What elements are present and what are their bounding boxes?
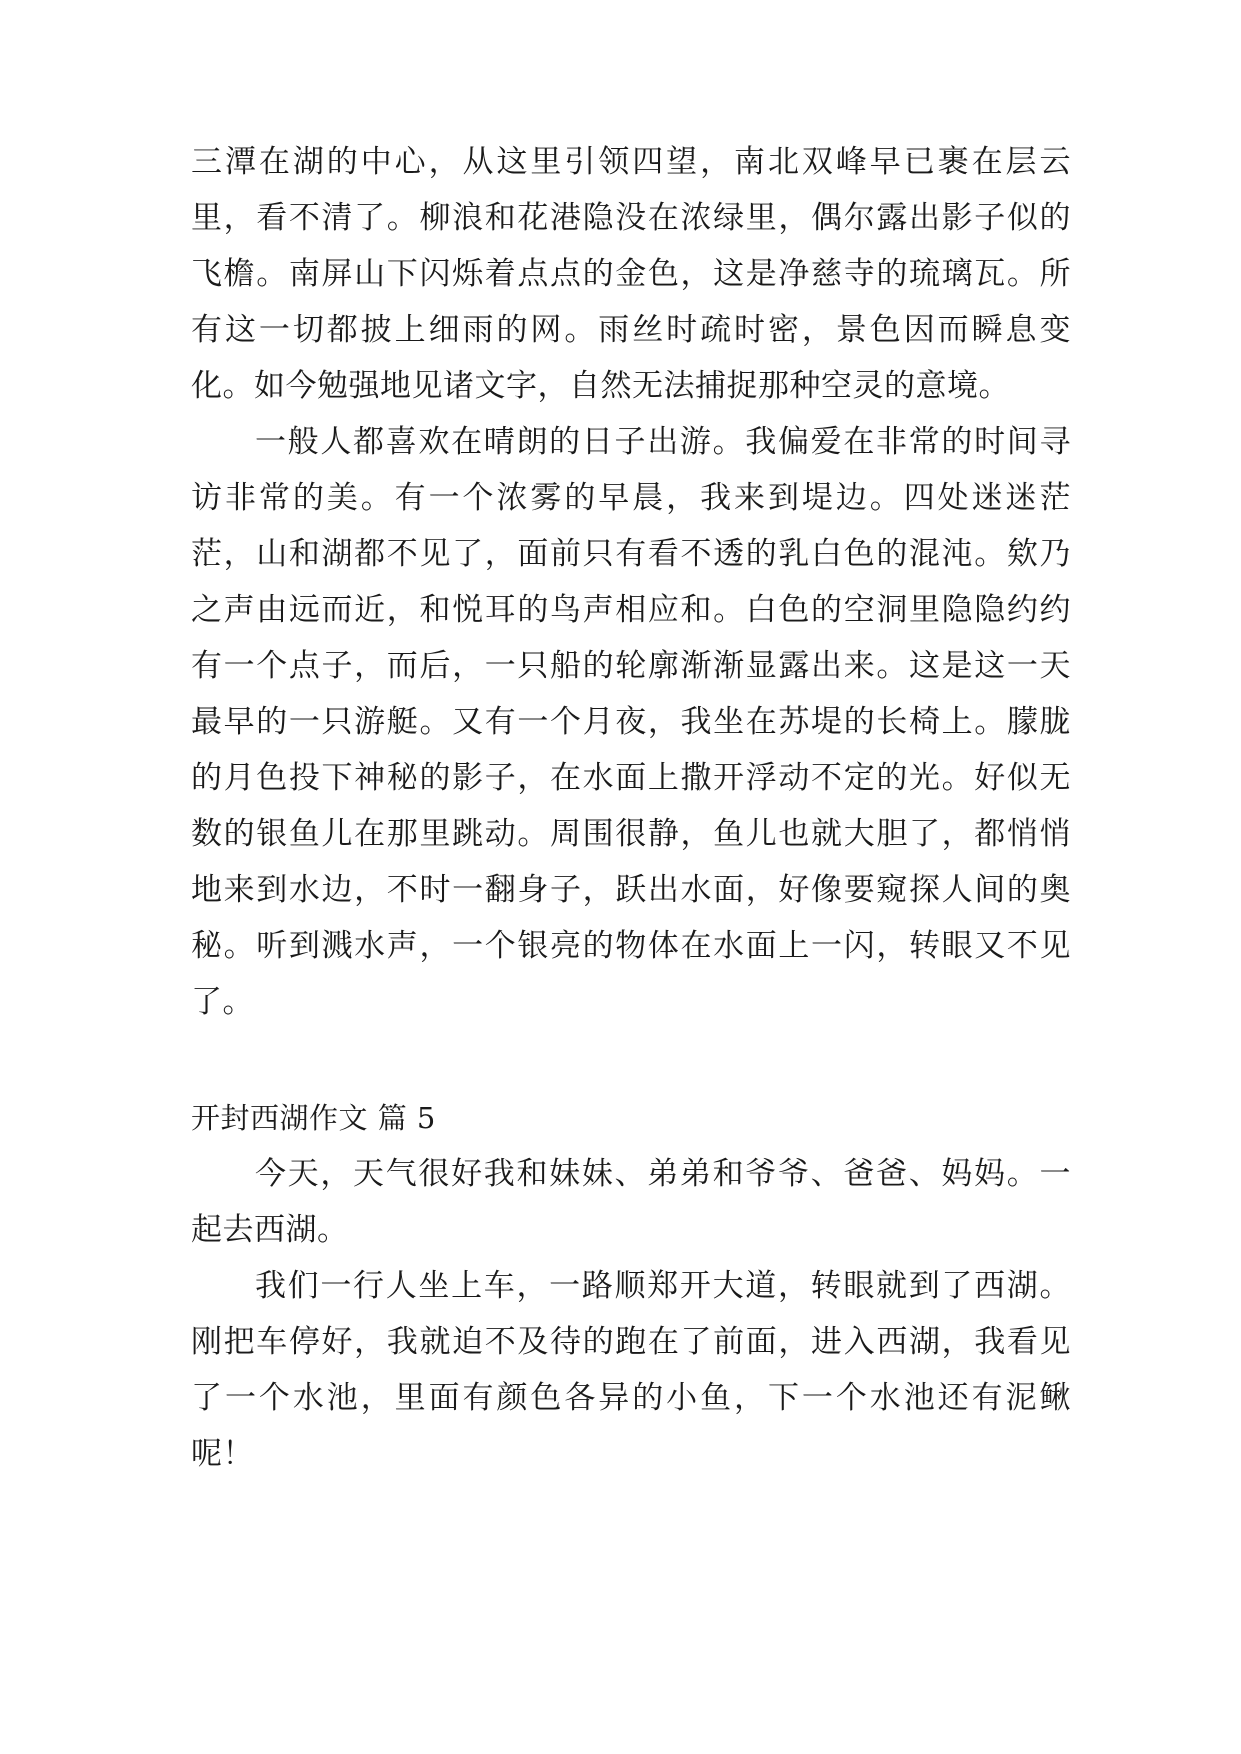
- section-spacer: [191, 1030, 1071, 1090]
- paragraph-trip: 我们一行人坐上车，一路顺郑开大道，转眼就到了西湖。刚把车停好，我就迫不及待的跑在了前面，进入西湖，我看见了一个水池，里面有颜色各异的小鱼，下一个水池还有泥鳅呢！: [191, 1268, 1071, 1472]
- paragraph-today: 今天，天气很好我和妹妹、弟弟和爷爷、爸爸、妈妈。一起去西湖。: [191, 1156, 1071, 1248]
- document-body: [191, 134, 1071, 1482]
- section-heading: 开封西湖作文 篇 5: [191, 1101, 436, 1135]
- paragraph-santan: 三潭在湖的中心，从这里引领四望，南北双峰早已裹在层云里，看不清了。柳浪和花港隐没在浓绿里，偶尔露出影子似的飞檐。南屏山下闪烁着点点的金色，这是净慈寺的琉璃瓦。所有这一切都披上细雨的网。雨丝时疏时密，景色因而瞬息变化。如今勉强地见诸文字，自然无法捕捉那种空灵的意境。: [191, 144, 1071, 404]
- paragraph-fog-moon: 一般人都喜欢在晴朗的日子出游。我偏爱在非常的时间寻访非常的美。有一个浓雾的早晨，我来到堤边。四处迷迷茫茫，山和湖都不见了，面前只有看不透的乳白色的混沌。欸乃之声由远而近，和悦耳的鸟声相应和。白色的空洞里隐隐约约有一个点子，而后，一只船的轮廓渐渐显露出来。这是这一天最早的一只游艇。又有一个月夜，我坐在苏堤的长椅上。朦胧的月色投下神秘的影子，在水面上撒开浮动不定的光。好似无数的银鱼儿在那里跳动。周围很静，鱼儿也就大胆了，都悄悄地来到水边，不时一翻身子，跃出水面，好像要窥探人间的奥秘。听到溅水声，一个银亮的物体在水面上一闪，转眼又不见了。: [191, 424, 1071, 1020]
